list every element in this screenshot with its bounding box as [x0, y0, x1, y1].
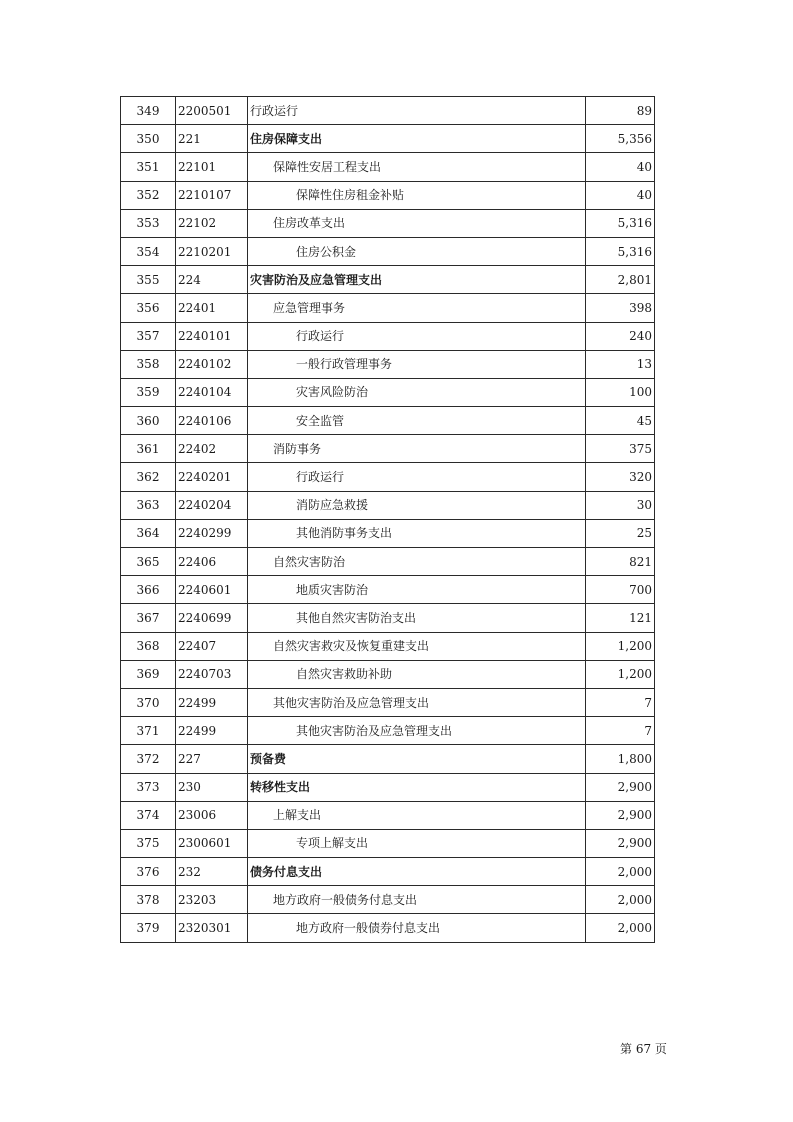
amount-cell: 40: [586, 153, 655, 181]
amount-cell: 89: [586, 97, 655, 125]
table-row: [121, 660, 655, 688]
subject-code-cell: 22407: [176, 632, 248, 660]
subject-name-cell: 自然灾害防治: [248, 548, 586, 576]
amount-cell: 45: [586, 407, 655, 435]
subject-name-cell: 行政运行: [248, 463, 586, 491]
subject-name-cell: 预备费: [248, 745, 586, 773]
row-number-cell: 363: [121, 491, 176, 519]
table-row: [121, 717, 655, 745]
subject-name-cell: 住房公积金: [248, 237, 586, 265]
subject-name-cell: 灾害风险防治: [248, 378, 586, 406]
amount-cell: 240: [586, 322, 655, 350]
subject-code-cell: 22101: [176, 153, 248, 181]
table-row: [121, 97, 655, 125]
table-row: [121, 378, 655, 406]
subject-code-cell: 221: [176, 125, 248, 153]
subject-code-cell: 2240104: [176, 378, 248, 406]
row-number-cell: 361: [121, 435, 176, 463]
subject-code-cell: 232: [176, 858, 248, 886]
subject-name-cell: 地方政府一般债券付息支出: [248, 914, 586, 942]
subject-name-cell: 保障性住房租金补贴: [248, 181, 586, 209]
subject-name-cell: 一般行政管理事务: [248, 350, 586, 378]
subject-name-cell: 灾害防治及应急管理支出: [248, 266, 586, 294]
table-row: [121, 886, 655, 914]
row-number-cell: 365: [121, 548, 176, 576]
subject-name-cell: 消防应急救援: [248, 491, 586, 519]
subject-code-cell: 23006: [176, 801, 248, 829]
table-row: [121, 688, 655, 716]
table-row: [121, 153, 655, 181]
amount-cell: 1,200: [586, 660, 655, 688]
amount-cell: 2,000: [586, 886, 655, 914]
amount-cell: 40: [586, 181, 655, 209]
amount-cell: 5,316: [586, 209, 655, 237]
row-number-cell: 374: [121, 801, 176, 829]
row-number-cell: 369: [121, 660, 176, 688]
subject-name-cell: 其他灾害防治及应急管理支出: [248, 717, 586, 745]
subject-code-cell: 2240601: [176, 576, 248, 604]
row-number-cell: 355: [121, 266, 176, 294]
row-number-cell: 349: [121, 97, 176, 125]
budget-table-body: [121, 97, 655, 943]
row-number-cell: 354: [121, 237, 176, 265]
subject-code-cell: 2200501: [176, 97, 248, 125]
subject-code-cell: 22102: [176, 209, 248, 237]
row-number-cell: 359: [121, 378, 176, 406]
table-row: [121, 604, 655, 632]
subject-code-cell: 22499: [176, 688, 248, 716]
row-number-cell: 360: [121, 407, 176, 435]
table-row: [121, 125, 655, 153]
row-number-cell: 356: [121, 294, 176, 322]
subject-code-cell: 227: [176, 745, 248, 773]
row-number-cell: 366: [121, 576, 176, 604]
table-row: [121, 829, 655, 857]
page-number: 第 67 页: [620, 1042, 667, 1056]
amount-cell: 25: [586, 519, 655, 547]
row-number-cell: 368: [121, 632, 176, 660]
subject-code-cell: 2210107: [176, 181, 248, 209]
table-row: [121, 576, 655, 604]
row-number-cell: 379: [121, 914, 176, 942]
subject-code-cell: 2240204: [176, 491, 248, 519]
amount-cell: 2,900: [586, 801, 655, 829]
table-row: [121, 548, 655, 576]
subject-name-cell: 专项上解支出: [248, 829, 586, 857]
amount-cell: 2,000: [586, 858, 655, 886]
subject-code-cell: 2240101: [176, 322, 248, 350]
subject-code-cell: 2240699: [176, 604, 248, 632]
amount-cell: 398: [586, 294, 655, 322]
subject-name-cell: 地质灾害防治: [248, 576, 586, 604]
amount-cell: 2,801: [586, 266, 655, 294]
amount-cell: 100: [586, 378, 655, 406]
row-number-cell: 370: [121, 688, 176, 716]
amount-cell: 5,356: [586, 125, 655, 153]
subject-name-cell: 地方政府一般债务付息支出: [248, 886, 586, 914]
subject-name-cell: 住房保障支出: [248, 125, 586, 153]
subject-code-cell: 2240299: [176, 519, 248, 547]
subject-code-cell: 23203: [176, 886, 248, 914]
amount-cell: 2,000: [586, 914, 655, 942]
subject-name-cell: 保障性安居工程支出: [248, 153, 586, 181]
subject-code-cell: 2320301: [176, 914, 248, 942]
row-number-cell: 375: [121, 829, 176, 857]
table-row: [121, 350, 655, 378]
amount-cell: 2,900: [586, 773, 655, 801]
subject-name-cell: 其他消防事务支出: [248, 519, 586, 547]
table-row: [121, 181, 655, 209]
subject-code-cell: 2240201: [176, 463, 248, 491]
subject-code-cell: 22406: [176, 548, 248, 576]
row-number-cell: 358: [121, 350, 176, 378]
subject-code-cell: 22499: [176, 717, 248, 745]
table-row: [121, 632, 655, 660]
subject-name-cell: 自然灾害救助补助: [248, 660, 586, 688]
table-row: [121, 914, 655, 942]
table-row: [121, 209, 655, 237]
subject-name-cell: 其他灾害防治及应急管理支出: [248, 688, 586, 716]
subject-code-cell: 2240703: [176, 660, 248, 688]
budget-table: [120, 96, 655, 943]
row-number-cell: 357: [121, 322, 176, 350]
subject-code-cell: 224: [176, 266, 248, 294]
subject-name-cell: 行政运行: [248, 97, 586, 125]
table-row: [121, 745, 655, 773]
amount-cell: 1,200: [586, 632, 655, 660]
amount-cell: 2,900: [586, 829, 655, 857]
amount-cell: 7: [586, 688, 655, 716]
subject-code-cell: 2210201: [176, 237, 248, 265]
row-number-cell: 372: [121, 745, 176, 773]
subject-name-cell: 应急管理事务: [248, 294, 586, 322]
amount-cell: 5,316: [586, 237, 655, 265]
row-number-cell: 364: [121, 519, 176, 547]
amount-cell: 1,800: [586, 745, 655, 773]
subject-name-cell: 行政运行: [248, 322, 586, 350]
amount-cell: 30: [586, 491, 655, 519]
row-number-cell: 378: [121, 886, 176, 914]
subject-code-cell: 2300601: [176, 829, 248, 857]
table-row: [121, 266, 655, 294]
row-number-cell: 351: [121, 153, 176, 181]
subject-code-cell: 2240106: [176, 407, 248, 435]
table-row: [121, 463, 655, 491]
amount-cell: 700: [586, 576, 655, 604]
subject-name-cell: 其他自然灾害防治支出: [248, 604, 586, 632]
subject-code-cell: 22402: [176, 435, 248, 463]
table-row: [121, 407, 655, 435]
subject-name-cell: 住房改革支出: [248, 209, 586, 237]
row-number-cell: 352: [121, 181, 176, 209]
subject-code-cell: 2240102: [176, 350, 248, 378]
table-row: [121, 773, 655, 801]
amount-cell: 121: [586, 604, 655, 632]
amount-cell: 7: [586, 717, 655, 745]
row-number-cell: 373: [121, 773, 176, 801]
table-row: [121, 491, 655, 519]
table-row: [121, 801, 655, 829]
row-number-cell: 371: [121, 717, 176, 745]
table-row: [121, 858, 655, 886]
amount-cell: 320: [586, 463, 655, 491]
subject-code-cell: 230: [176, 773, 248, 801]
amount-cell: 13: [586, 350, 655, 378]
amount-cell: 375: [586, 435, 655, 463]
table-row: [121, 519, 655, 547]
table-row: [121, 294, 655, 322]
table-row: [121, 237, 655, 265]
row-number-cell: 367: [121, 604, 176, 632]
table-row: [121, 435, 655, 463]
row-number-cell: 353: [121, 209, 176, 237]
table-row: [121, 322, 655, 350]
amount-cell: 821: [586, 548, 655, 576]
row-number-cell: 362: [121, 463, 176, 491]
subject-name-cell: 自然灾害救灾及恢复重建支出: [248, 632, 586, 660]
subject-name-cell: 上解支出: [248, 801, 586, 829]
subject-code-cell: 22401: [176, 294, 248, 322]
subject-name-cell: 债务付息支出: [248, 858, 586, 886]
row-number-cell: 350: [121, 125, 176, 153]
subject-name-cell: 转移性支出: [248, 773, 586, 801]
row-number-cell: 376: [121, 858, 176, 886]
subject-name-cell: 安全监管: [248, 407, 586, 435]
subject-name-cell: 消防事务: [248, 435, 586, 463]
